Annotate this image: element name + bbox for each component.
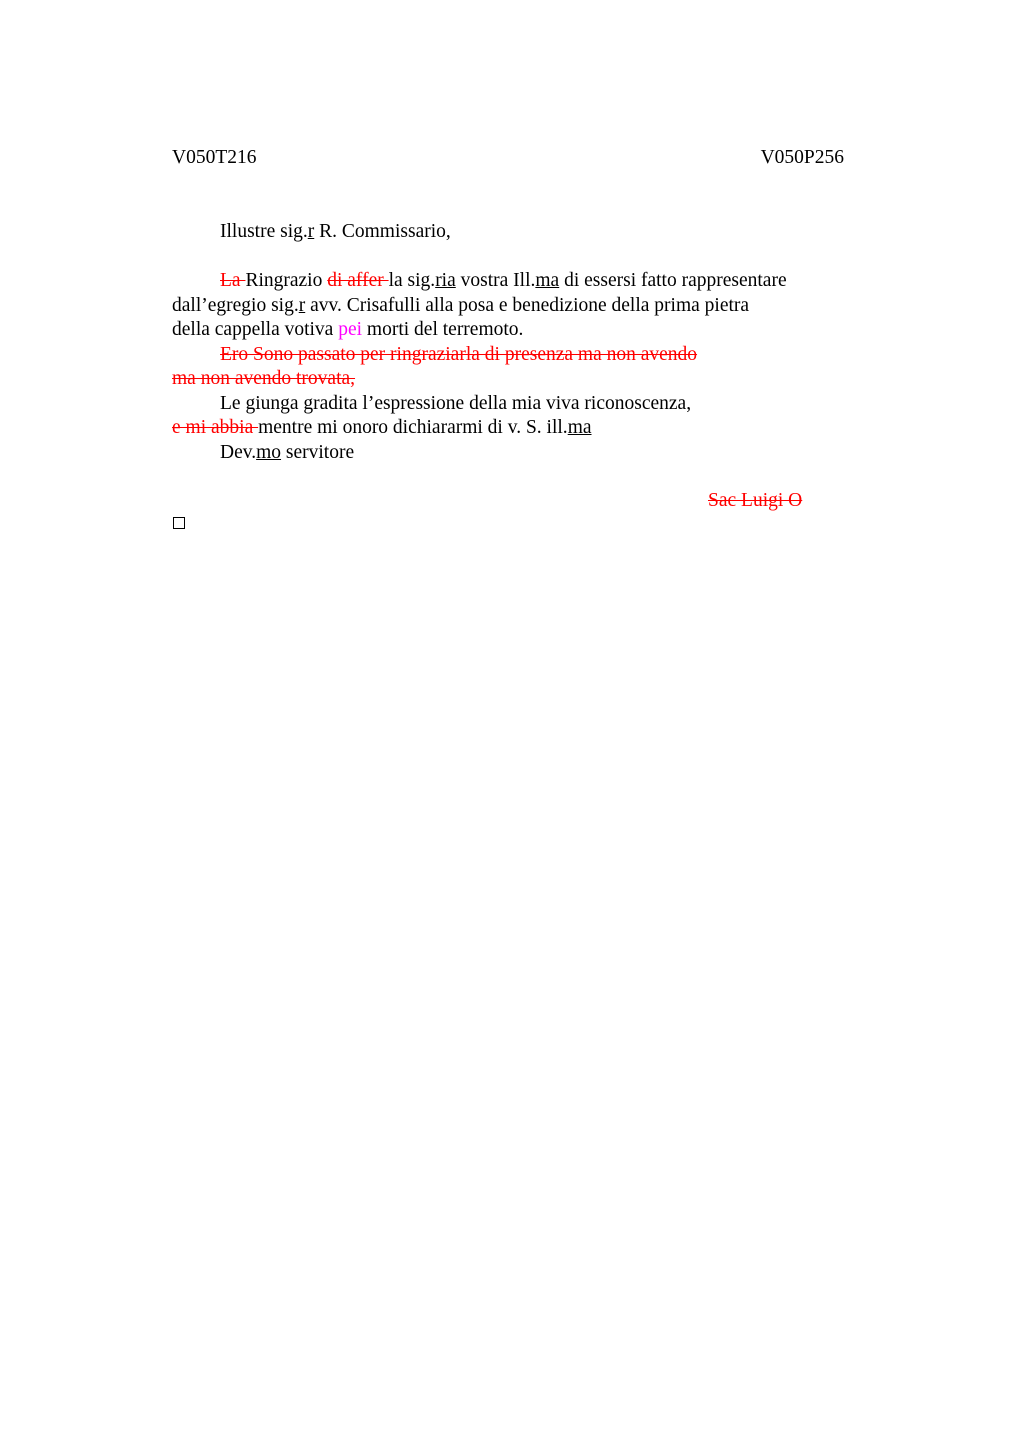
body-text: della cappella votiva [172,319,339,340]
abbreviation: ria [435,270,456,291]
deleted-text: ma non avendo trovata, [172,368,356,389]
inserted-text: pei [338,319,363,340]
body-text: Ringrazio [245,270,328,291]
paragraph2-line1 [172,392,852,417]
letter-body [172,220,852,465]
closing-line [172,441,852,466]
paragraph1-line1 [172,269,852,294]
body-text: dall’egregio sig. [172,294,299,316]
deleted-text: La [220,270,246,291]
abbreviation: ma [567,417,592,438]
body-text: Dev. [220,441,257,463]
body-text: la sig. [388,270,436,291]
deleted-paragraph-line2 [172,367,852,392]
salutation-text: Illustre sig. [220,221,308,242]
body-text: morti del terremoto. [362,319,524,340]
body-text: avv. Crisafulli alla posa e benedizione della prima pietra [305,294,750,316]
abbreviation: r [298,294,306,316]
document-code-right: V050P256 [760,147,844,168]
body-text: mentre mi onoro dichiararmi di v. S. ill. [258,417,568,438]
deleted-text: di affer [327,270,389,291]
abbreviation: r [307,221,315,242]
deleted-text: e mi abbia [172,417,259,438]
abbreviation: ma [535,270,560,291]
abbreviation: mo [256,441,282,463]
body-text: vostra Ill. [455,270,536,291]
checkbox-square-icon [173,517,185,529]
deleted-text: Ero Sono passato per ringraziarla di presenza ma non avendo [220,343,698,365]
paragraph1-line2 [172,294,852,319]
paragraph-gap [172,245,852,270]
paragraph2-line2 [172,416,852,441]
salutation-text: R. Commissario, [314,221,451,242]
body-text: servitore [281,441,355,463]
body-text: di essersi fatto rappresentare [559,270,787,291]
deleted-paragraph-line1 [172,343,852,368]
paragraph1-line3 [172,318,852,343]
salutation [172,220,852,245]
deleted-signature: Sac Luigi O [708,490,803,511]
document-code-left: V050T216 [172,147,257,168]
signature [708,489,802,513]
body-text: Le giunga gradita l’espressione della mia viva riconoscenza, [220,392,692,414]
